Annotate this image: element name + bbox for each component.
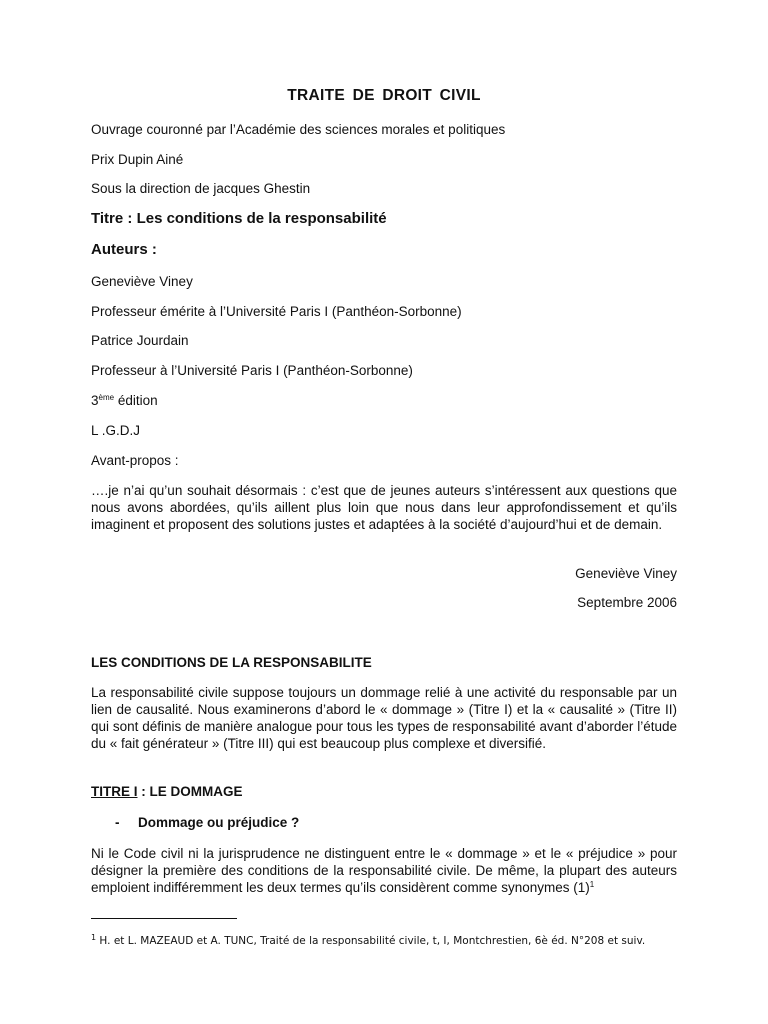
edition-superscript: ème (98, 393, 115, 402)
footnote-ref: 1 (589, 880, 595, 889)
document-title: TRAITE DE DROIT CIVIL (287, 87, 481, 104)
subtitle-award: Ouvrage couronné par l’Académie des sciences morales et politiques (91, 122, 506, 137)
auteurs-heading: Auteurs : (91, 241, 157, 258)
intro-paragraph: La responsabilité civile suppose toujours un dommage relié à une activité du responsable par un lien de causalité. Nous examinerons d’abord le « dommage » (Titre I) et la « causalité » (Titre II) qui sont définis de manière analogue pour tous les types de responsabilité avant d’aborder l’étude du « fait générateur » (Titre III) qui est beaucoup plus complexe et diversifié. (91, 685, 677, 751)
titre-heading: Titre : Les conditions de la responsabilité (91, 210, 387, 227)
titre1-label: TITRE I (91, 784, 138, 799)
bullet-dash: - (115, 815, 120, 830)
titre1-rest: : LE DOMMAGE (137, 784, 243, 799)
footnote-number: 1 (91, 932, 97, 942)
section-heading: LES CONDITIONS DE LA RESPONSABILITE (91, 655, 372, 670)
edition-line (91, 392, 677, 409)
paragraph-dommage (91, 845, 677, 896)
author2-role: Professeur à l’Université Paris I (Panthéon-Sorbonne) (91, 363, 413, 378)
footnote-separator (91, 918, 237, 919)
author1-name: Geneviève Viney (91, 274, 193, 289)
edition-number: 3 (91, 393, 99, 408)
direction-line: Sous la direction de jacques Ghestin (91, 181, 311, 196)
titre1-heading (91, 783, 677, 800)
bullet-item (91, 814, 677, 831)
author2-name: Patrice Jourdain (91, 333, 189, 348)
edition-word: édition (114, 393, 158, 408)
author1-role: Professeur émérite à l’Université Paris I (Panthéon-Sorbonne) (91, 304, 462, 319)
bullet-text: Dommage ou préjudice ? (138, 815, 300, 830)
avant-propos-label: Avant-propos : (91, 453, 179, 468)
signature-name: Geneviève Viney (575, 566, 677, 581)
footnote (91, 934, 691, 948)
footnote-text: H. et L. MAZEAUD et A. TUNC, Traité de la responsabilité civile, t, I, Montchrestien, 6è éd. N°208 et suiv. (96, 934, 646, 947)
publisher-line: L .G.D.J (91, 423, 141, 438)
paragraph-dommage-text: Ni le Code civil ni la jurisprudence ne distinguent entre le « dommage » et le « préjudice » pour désigner la première des conditions de la responsabilité civile. De même, la plupart des auteurs emploient indifféremment les deux termes qu’ils considèrent comme synonymes (1) (91, 846, 677, 895)
subtitle-prize: Prix Dupin Ainé (91, 152, 184, 167)
avant-propos-quote: ….je n’ai qu’un souhait désormais : c’est que de jeunes auteurs s’intéressent aux questions que nous avons abordées, qu’ils aillent plus loin que nous dans leur approfondissement et qu’ils imaginent et proposent des solutions justes et adaptées à la société d’aujourd’hui et de demain. (91, 483, 677, 532)
signature-date: Septembre 2006 (577, 595, 677, 610)
